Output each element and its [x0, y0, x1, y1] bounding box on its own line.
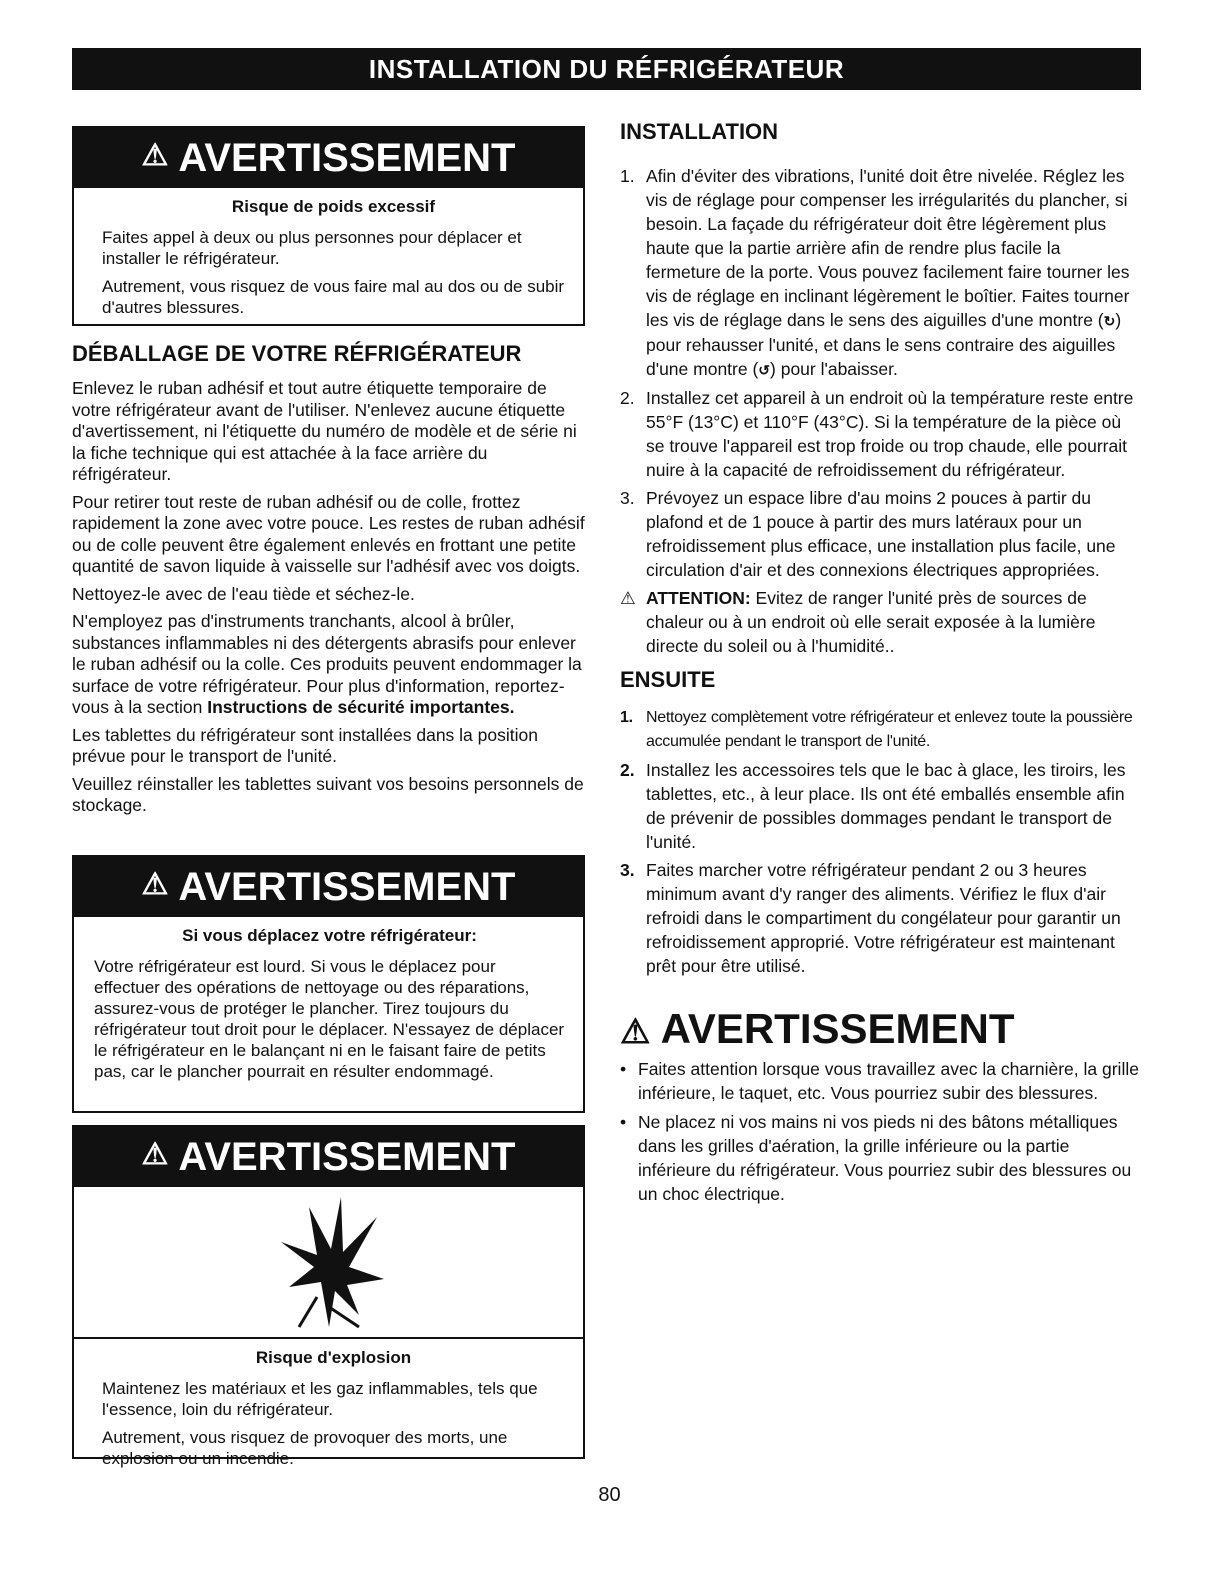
attention-label: ATTENTION:: [646, 588, 751, 608]
warning-triangle-icon: ⚠: [141, 1137, 169, 1171]
warning-triangle-icon: ⚠: [141, 139, 169, 173]
explosion-icon: [74, 1187, 583, 1339]
list-item: [620, 706, 1140, 754]
paragraph: Veuillez réinstaller les tablettes suivant vos besoins personnels de stockage.: [72, 773, 584, 815]
step-text: ) pour l'abaisser.: [770, 359, 898, 379]
list-item: [620, 486, 1140, 582]
warning-header: [74, 128, 583, 188]
step-text: Afin d'éviter des vibrations, l'unité doit être nivelée. Réglez les vis de réglage pour compenser les irrégularités du plancher, si besoin. La façade du réfrigérateur doit être légèrement plus haute que la partie arrière afin de rendre plus facile la fermeture de la porte. Vous pouvez facilement faire tourner les vis de réglage en inclinant légèrement le boîtier. Faites tourner les vis de réglage dans le sens des aiguilles d'une montre (: [646, 166, 1130, 330]
step-text: Installez cet appareil à un endroit où la température reste entre 55°F (13°C) et 110°F (43°C). Si la température de la pièce où se trouve l'appareil est trop froide ou trop chaude, elle pourrait nuire à la capacité de refroidissement du réfrigérateur.: [646, 388, 1134, 480]
warning-triangle-icon: ⚠: [141, 867, 169, 901]
counterclockwise-icon: ↺: [758, 362, 771, 378]
bullet-icon: •: [620, 1112, 627, 1132]
step-number: 2.: [620, 388, 635, 408]
warning-title: AVERTISSEMENT: [178, 1134, 516, 1179]
warning-text: Autrement, vous risquez de vous faire mal au dos ou de subir d'autres blessures.: [102, 277, 565, 317]
warning-text: Maintenez les matériaux et les gaz inflammables, tels que l'essence, loin du réfrigérateur.: [102, 1378, 538, 1419]
clockwise-icon: ↻: [1103, 313, 1116, 329]
warning-box-explosion: [72, 1125, 585, 1468]
warning-body: [74, 188, 583, 331]
list-item: [620, 758, 1140, 854]
paragraph: Nettoyez-le avec de l'eau tiède et séchez-le.: [72, 583, 415, 604]
warning-text: Votre réfrigérateur est lourd. Si vous le déplacez pour effectuer des opérations de nettoyage ou des réparations, assurez-vous de protéger le plancher. Tirez toujours du réfrigérateur tout droit pour le déplacer. N'essayez de déplacer le réfrigérateur en le balançant ni en le faisant faire de petits pas, car le plancher pourrait en résulter endommagé.: [94, 956, 565, 1081]
list-item: [620, 1110, 1140, 1206]
list-item: [620, 164, 1140, 382]
warning-subtitle: Risque de poids excessif: [231, 197, 436, 216]
page-number: 80: [598, 1484, 621, 1506]
warning-heading: [620, 1004, 1140, 1057]
warning-body: [74, 1339, 583, 1482]
installation-steps: [620, 164, 1140, 582]
warning-box-moving: [72, 855, 585, 1113]
page-banner: INSTALLATION DU RÉFRIGÉRATEUR: [72, 48, 1141, 90]
warning-header: [74, 857, 583, 917]
paragraph: [72, 611, 585, 719]
warning-triangle-icon: ⚠: [620, 1013, 651, 1051]
paragraph: Pour retirer tout reste de ruban adhésif ou de colle, frottez rapidement la zone avec votre pouce. Les restes de ruban adhésif ou de colle peuvent être également enlevés en frottant une petite quantité de savon liquide à vaisselle sur l'adhésif avec vos doigts.: [72, 491, 585, 576]
paragraph: Enlevez le ruban adhésif et tout autre étiquette temporaire de votre réfrigérateur avant de l'utiliser. N'enlevez aucune étiquette d'avertissement, ni l'étiquette du numéro de modèle et de série ni la fiche technique qui est attachée à la face arrière du réfrigérateur.: [72, 378, 577, 484]
warning-list: [620, 1057, 1140, 1206]
step-text: Faites marcher votre réfrigérateur pendant 2 ou 3 heures minimum avant d'y ranger des aliments. Vérifiez le flux d'air refroidi dans le compartiment du congélateur pour garantir un refroidissement approprié. Votre réfrigérateur est maintenant prêt pour être utilisé.: [646, 860, 1121, 976]
step-text: Installez les accessoires tels que le bac à glace, les tiroirs, les tablettes, etc., à leur place. Ils ont été emballés ensemble afin de prévenir de possibles dommages pendant le transport de l'unité.: [646, 760, 1126, 852]
warning-title: AVERTISSEMENT: [178, 136, 516, 180]
warning-subtitle: Si vous déplacez votre réfrigérateur:: [182, 925, 477, 945]
section-heading-ensuite: ENSUITE: [620, 667, 716, 692]
ensuite-steps: [620, 706, 1140, 978]
section-heading-installation: INSTALLATION: [620, 119, 779, 144]
bullet-icon: •: [620, 1059, 627, 1079]
warning-title: AVERTISSEMENT: [178, 864, 516, 909]
list-item: [620, 858, 1140, 978]
step-number: 3.: [620, 488, 635, 508]
section-heading-unpack: DÉBALLAGE DE VOTRE RÉFRIGÉRATEUR: [72, 341, 522, 366]
list-item: [620, 1057, 1140, 1105]
left-column: [72, 126, 585, 1468]
list-item: [620, 386, 1140, 482]
step-text: Prévoyez un espace libre d'au moins 2 pouces à partir du plafond et de 1 pouce à partir des murs latéraux pour un refroidissement plus efficace, une installation plus facile, une circulation d'air et des connexions électriques appropriées.: [646, 488, 1116, 580]
attention-note: [620, 586, 1140, 658]
step-number: 1.: [620, 709, 633, 726]
warning-header: [74, 1127, 583, 1187]
step-number: 3.: [620, 860, 635, 880]
step-number: 2.: [620, 760, 635, 780]
step-text: Nettoyez complètement votre réfrigérateur et enlevez toute la poussière accumulée pendant le transport de l'unité.: [646, 709, 1133, 750]
warning-body: [74, 917, 583, 1095]
warning-text: Autrement, vous risquez de provoquer des morts, une explosion ou un incendie.: [102, 1427, 508, 1468]
paragraph: Les tablettes du réfrigérateur sont installées dans la position prévue pour le transport de l'unité.: [72, 724, 538, 766]
step-text: ) pour rehausser l'unité, et dans le sens contraire des aiguilles d'une montre (: [646, 310, 1122, 379]
warning-text: Ne placez ni vos mains ni vos pieds ni des bâtons métalliques dans les grilles d'aération, la grille inférieure ou la partie inférieure du réfrigérateur. Vous pourriez subir des blessures ou un choc électrique.: [638, 1112, 1132, 1204]
warning-title: AVERTISSEMENT: [660, 1005, 1015, 1052]
warning-triangle-icon: ⚠: [620, 588, 636, 608]
paragraph-text: N'employez pas d'instruments tranchants, alcool à brûler, substances inflammables ni des détergents abrasifs pour enlever le ruban adhésif ou la colle. Ces produits peuvent endommager la surface de votre réfrigérateur. Pour plus d'information, reportez-vous à la section: [72, 611, 582, 717]
warning-text: Faites appel à deux ou plus personnes pour déplacer et installer le réfrigérateur.: [102, 228, 522, 268]
step-number: 1.: [620, 166, 635, 186]
right-column: [620, 118, 1140, 1211]
safety-instructions-reference: Instructions de sécurité importantes.: [207, 697, 515, 717]
attention-text: Evitez de ranger l'unité près de sources de chaleur ou à un endroit où elle serait exposée à la lumière directe du soleil ou à l'humidité..: [646, 588, 1096, 656]
warning-text: Faites attention lorsque vous travaillez avec la charnière, la grille inférieure, le taquet, etc. Vous pourriez subir des blessures.: [638, 1059, 1139, 1103]
warning-box-weight: [72, 126, 585, 326]
warning-subtitle: Risque d'explosion: [255, 1347, 412, 1367]
